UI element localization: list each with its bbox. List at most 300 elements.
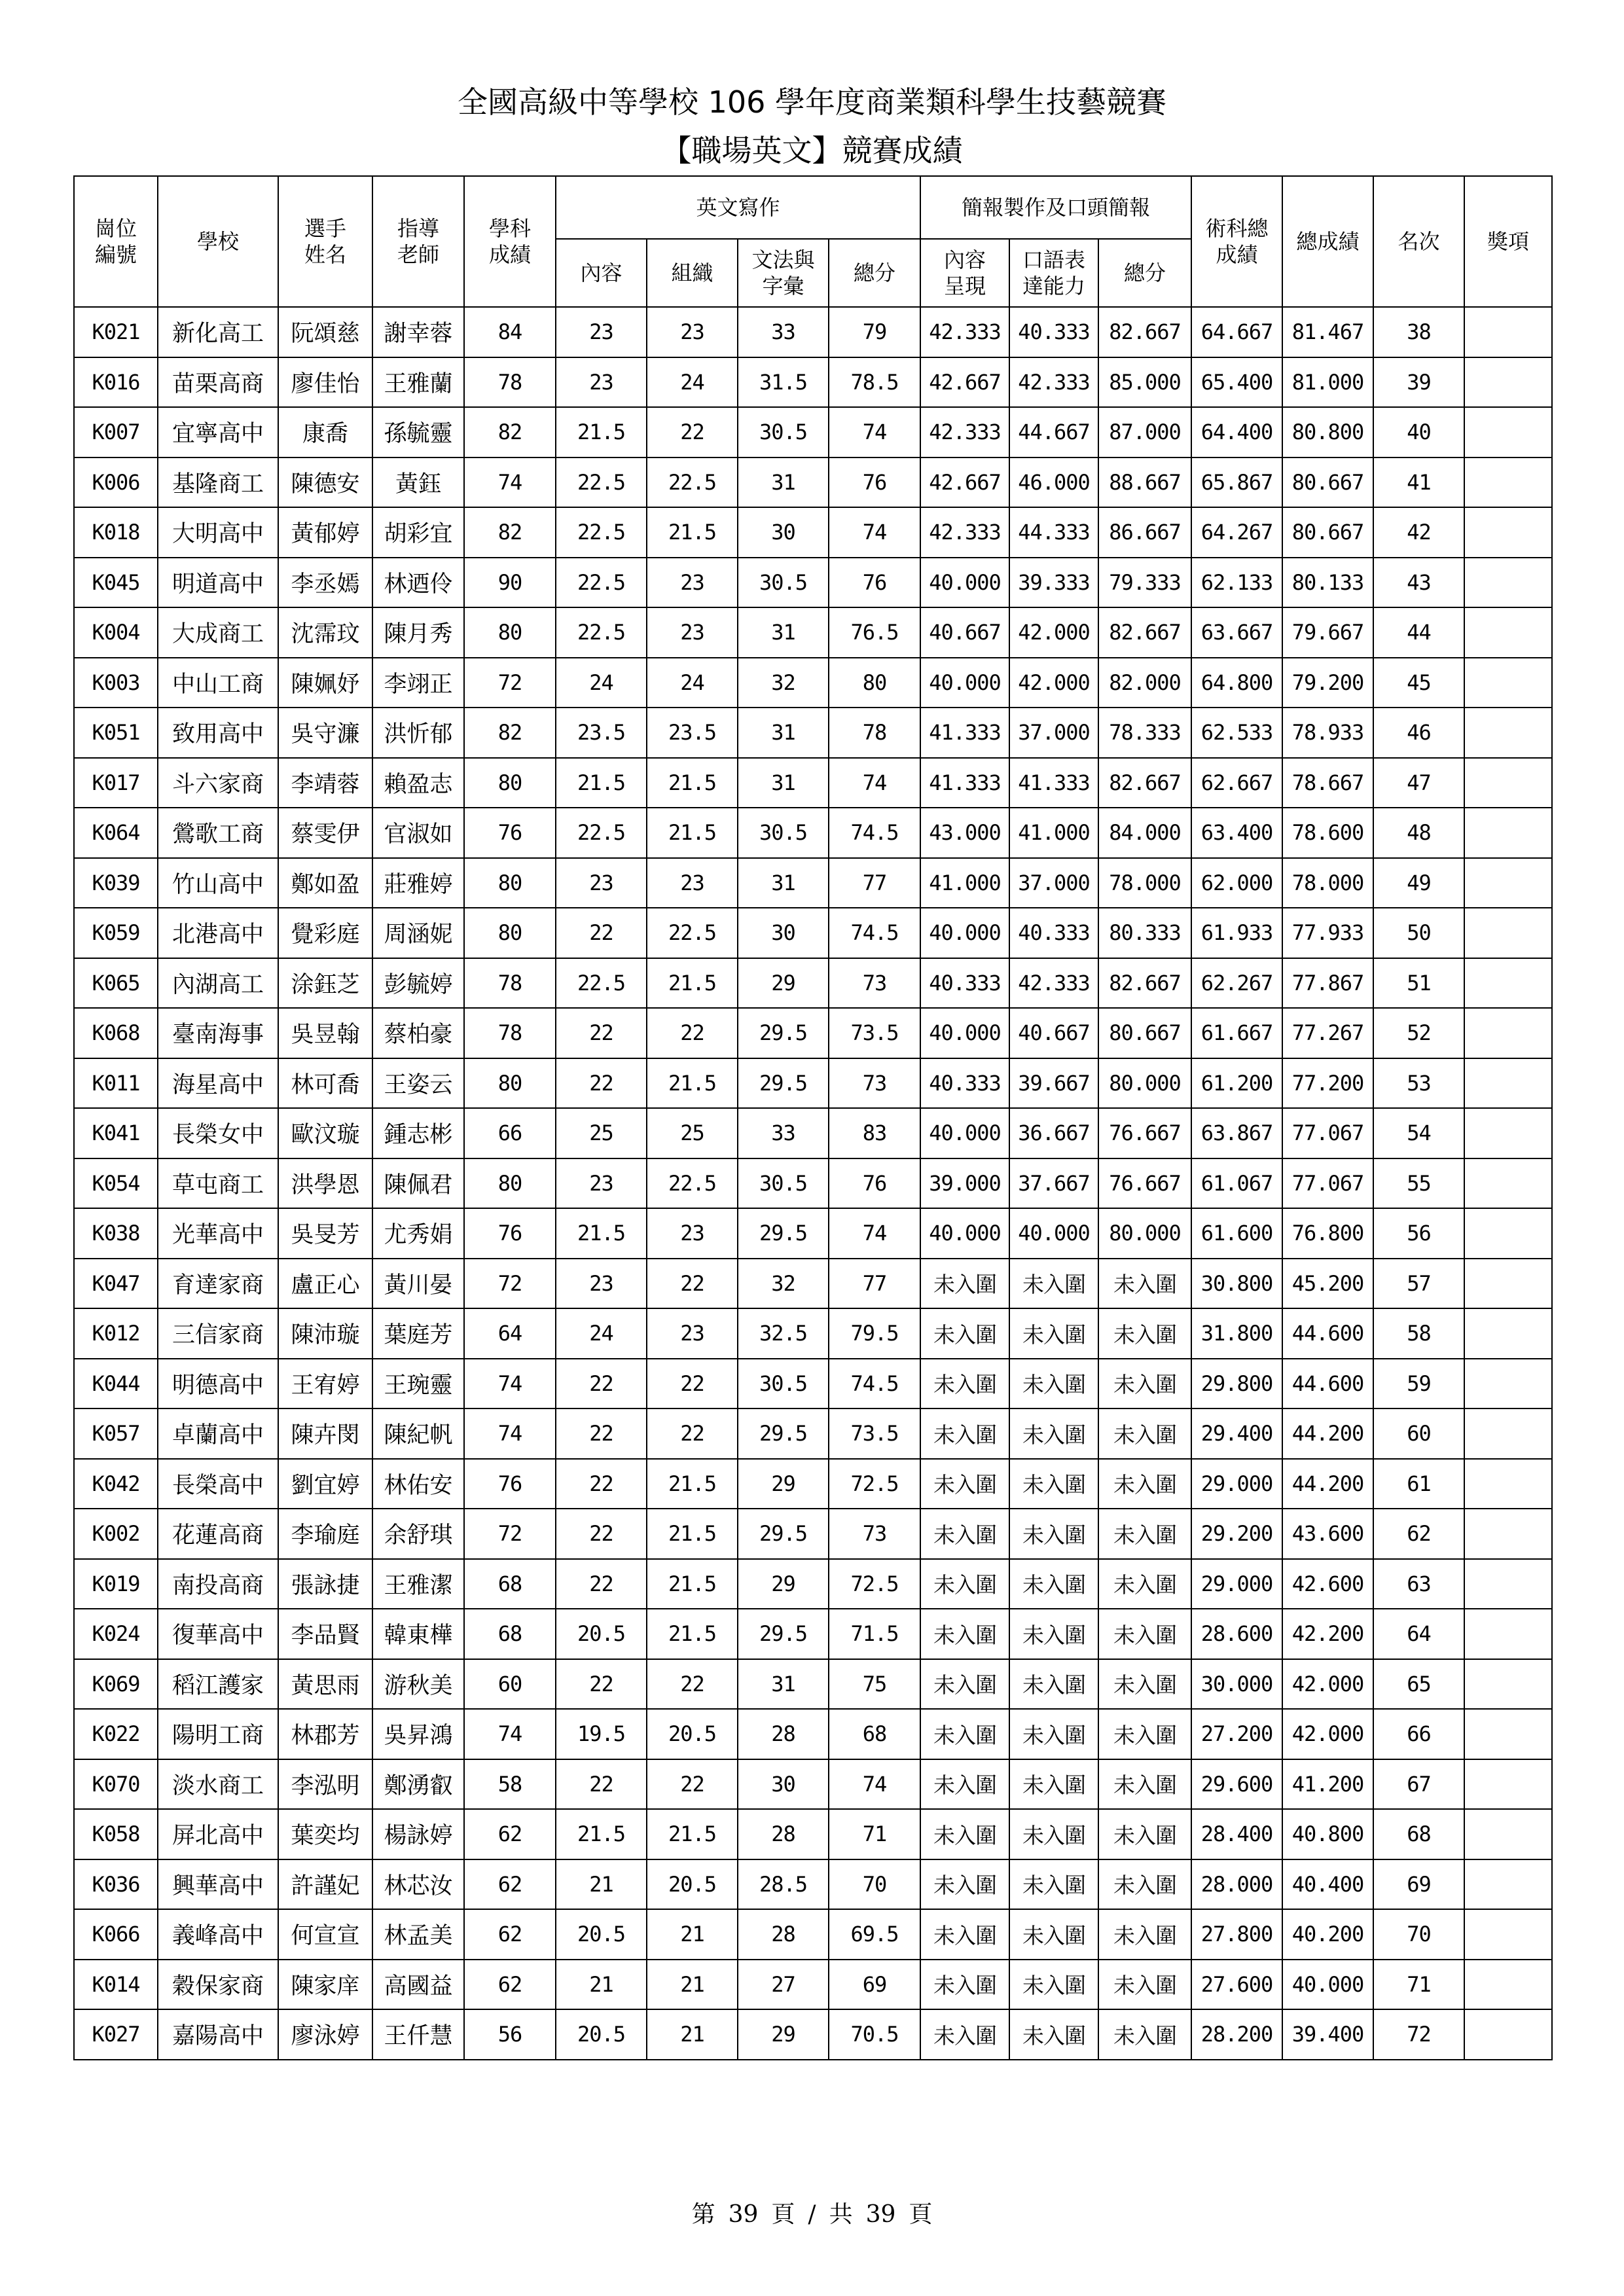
- writing-organization-cell: 20.5: [647, 1859, 738, 1910]
- seat-id-cell: K068: [74, 1008, 158, 1058]
- school-cell: 草屯商工: [158, 1158, 278, 1209]
- presentation-content-cell: 40.000: [920, 908, 1009, 958]
- presentation-content-cell: 40.667: [920, 607, 1009, 658]
- writing-organization-cell: 23: [647, 1208, 738, 1259]
- award-cell: [1464, 858, 1552, 908]
- header-presentation-total: 總分: [1098, 239, 1191, 307]
- presentation-oral-cell: 42.333: [1009, 958, 1098, 1009]
- rank-cell: 59: [1373, 1359, 1464, 1409]
- teacher-cell: 胡彩宜: [372, 507, 464, 558]
- writing-organization-cell: 23: [647, 307, 738, 357]
- presentation-total-cell: 82.667: [1098, 307, 1191, 357]
- presentation-total-cell: 未入圍: [1098, 1709, 1191, 1759]
- school-cell: 花蓮高商: [158, 1509, 278, 1559]
- teacher-cell: 楊詠婷: [372, 1809, 464, 1859]
- presentation-oral-cell: 未入圍: [1009, 1359, 1098, 1409]
- writing-total-cell: 74.5: [829, 908, 920, 958]
- school-cell: 長榮女中: [158, 1108, 278, 1158]
- subject-score-cell: 62: [464, 1859, 556, 1910]
- presentation-content-cell: 40.000: [920, 1108, 1009, 1158]
- writing-grammar-cell: 29.5: [738, 1408, 829, 1459]
- presentation-oral-cell: 42.333: [1009, 357, 1098, 408]
- teacher-cell: 陳佩君: [372, 1158, 464, 1209]
- school-cell: 稻江護家: [158, 1659, 278, 1710]
- subject-score-cell: 62: [464, 1909, 556, 1960]
- award-cell: [1464, 1208, 1552, 1259]
- writing-grammar-cell: 30.5: [738, 1359, 829, 1409]
- seat-id-cell: K002: [74, 1509, 158, 1559]
- presentation-content-cell: 41.333: [920, 758, 1009, 808]
- writing-grammar-cell: 32.5: [738, 1308, 829, 1359]
- subject-score-cell: 80: [464, 1158, 556, 1209]
- rank-cell: 65: [1373, 1659, 1464, 1710]
- seat-id-cell: K027: [74, 2009, 158, 2060]
- table-row: [74, 607, 1552, 658]
- writing-grammar-cell: 30: [738, 507, 829, 558]
- rank-cell: 66: [1373, 1709, 1464, 1759]
- writing-total-cell: 77: [829, 858, 920, 908]
- teacher-cell: 蔡柏豪: [372, 1008, 464, 1058]
- seat-id-cell: K069: [74, 1659, 158, 1710]
- presentation-oral-cell: 46.000: [1009, 457, 1098, 508]
- writing-organization-cell: 22: [647, 1259, 738, 1309]
- award-cell: [1464, 658, 1552, 708]
- writing-organization-cell: 22: [647, 1008, 738, 1058]
- table-row: [74, 457, 1552, 508]
- teacher-cell: 彭毓婷: [372, 958, 464, 1009]
- school-cell: 三信家商: [158, 1308, 278, 1359]
- table-row: [74, 758, 1552, 808]
- writing-total-cell: 83: [829, 1108, 920, 1158]
- school-cell: 光華高中: [158, 1208, 278, 1259]
- writing-content-cell: 23: [556, 858, 647, 908]
- skill-score-cell: 63.667: [1191, 607, 1282, 658]
- header-rank: 名次: [1373, 176, 1464, 307]
- presentation-oral-cell: 未入圍: [1009, 1909, 1098, 1960]
- writing-grammar-cell: 28: [738, 1709, 829, 1759]
- total-score-cell: 41.200: [1282, 1759, 1373, 1810]
- skill-score-cell: 28.000: [1191, 1859, 1282, 1910]
- writing-organization-cell: 22.5: [647, 1158, 738, 1209]
- student-cell: 阮頌慈: [278, 307, 372, 357]
- skill-score-cell: 29.000: [1191, 1459, 1282, 1509]
- writing-grammar-cell: 31: [738, 1659, 829, 1710]
- school-cell: 鶯歌工商: [158, 808, 278, 858]
- presentation-total-cell: 未入圍: [1098, 1960, 1191, 2010]
- writing-organization-cell: 21: [647, 2009, 738, 2060]
- writing-content-cell: 22: [556, 1408, 647, 1459]
- seat-id-cell: K021: [74, 307, 158, 357]
- total-score-cell: 76.800: [1282, 1208, 1373, 1259]
- writing-grammar-cell: 33: [738, 307, 829, 357]
- presentation-content-cell: 40.000: [920, 558, 1009, 608]
- presentation-total-cell: 未入圍: [1098, 1609, 1191, 1659]
- presentation-total-cell: 未入圍: [1098, 1759, 1191, 1810]
- presentation-oral-cell: 未入圍: [1009, 1509, 1098, 1559]
- skill-score-cell: 61.200: [1191, 1058, 1282, 1109]
- total-score-cell: 42.200: [1282, 1609, 1373, 1659]
- subject-score-cell: 82: [464, 708, 556, 758]
- teacher-cell: 賴盈志: [372, 758, 464, 808]
- writing-total-cell: 77: [829, 1259, 920, 1309]
- subject-score-cell: 74: [464, 1408, 556, 1459]
- writing-total-cell: 79: [829, 307, 920, 357]
- subject-score-cell: 80: [464, 758, 556, 808]
- seat-id-cell: K007: [74, 407, 158, 457]
- writing-total-cell: 74: [829, 758, 920, 808]
- teacher-cell: 王雅潔: [372, 1559, 464, 1609]
- writing-content-cell: 21: [556, 1859, 647, 1910]
- presentation-content-cell: 未入圍: [920, 1960, 1009, 2010]
- writing-grammar-cell: 31: [738, 858, 829, 908]
- writing-grammar-cell: 29: [738, 2009, 829, 2060]
- writing-total-cell: 73: [829, 1509, 920, 1559]
- student-cell: 陳沛璇: [278, 1308, 372, 1359]
- student-cell: 張詠捷: [278, 1559, 372, 1609]
- header-seat: 崗位 編號: [74, 176, 158, 307]
- subject-score-cell: 62: [464, 1960, 556, 2010]
- rank-cell: 50: [1373, 908, 1464, 958]
- presentation-oral-cell: 未入圍: [1009, 1559, 1098, 1609]
- presentation-total-cell: 未入圍: [1098, 1259, 1191, 1309]
- presentation-total-cell: 未入圍: [1098, 1359, 1191, 1409]
- rank-cell: 38: [1373, 307, 1464, 357]
- writing-grammar-cell: 29.5: [738, 1509, 829, 1559]
- document-subtitle: 【職場英文】競賽成績: [661, 133, 963, 168]
- rank-cell: 51: [1373, 958, 1464, 1009]
- presentation-total-cell: 未入圍: [1098, 1459, 1191, 1509]
- school-cell: 大成商工: [158, 607, 278, 658]
- teacher-cell: 林孟美: [372, 1909, 464, 1960]
- subject-score-cell: 64: [464, 1308, 556, 1359]
- award-cell: [1464, 1909, 1552, 1960]
- presentation-total-cell: 84.000: [1098, 808, 1191, 858]
- seat-id-cell: K059: [74, 908, 158, 958]
- subject-score-cell: 56: [464, 2009, 556, 2060]
- student-cell: 劉宜婷: [278, 1459, 372, 1509]
- table-row: [74, 1158, 1552, 1209]
- seat-id-cell: K019: [74, 1559, 158, 1609]
- table-row: [74, 1108, 1552, 1158]
- teacher-cell: 王琬靈: [372, 1359, 464, 1409]
- seat-id-cell: K006: [74, 457, 158, 508]
- writing-total-cell: 72.5: [829, 1559, 920, 1609]
- writing-organization-cell: 24: [647, 357, 738, 408]
- seat-id-cell: K039: [74, 858, 158, 908]
- seat-id-cell: K064: [74, 808, 158, 858]
- presentation-content-cell: 42.667: [920, 357, 1009, 408]
- header-award: 獎項: [1464, 176, 1552, 307]
- presentation-total-cell: 85.000: [1098, 357, 1191, 408]
- award-cell: [1464, 407, 1552, 457]
- writing-content-cell: 22: [556, 1008, 647, 1058]
- student-cell: 林郡芳: [278, 1709, 372, 1759]
- rank-cell: 69: [1373, 1859, 1464, 1910]
- writing-organization-cell: 21.5: [647, 1058, 738, 1109]
- table-row: [74, 808, 1552, 858]
- subject-score-cell: 80: [464, 1058, 556, 1109]
- student-cell: 沈霈玟: [278, 607, 372, 658]
- skill-score-cell: 28.200: [1191, 2009, 1282, 2060]
- total-score-cell: 80.800: [1282, 407, 1373, 457]
- student-cell: 黃郁婷: [278, 507, 372, 558]
- skill-score-cell: 62.133: [1191, 558, 1282, 608]
- table-row: [74, 658, 1552, 708]
- presentation-total-cell: 80.000: [1098, 1058, 1191, 1109]
- student-cell: 李丞嫣: [278, 558, 372, 608]
- teacher-cell: 韓東樺: [372, 1609, 464, 1659]
- writing-content-cell: 22: [556, 1459, 647, 1509]
- footer-page-number: 39: [728, 2201, 759, 2228]
- writing-organization-cell: 22.5: [647, 908, 738, 958]
- rank-cell: 52: [1373, 1008, 1464, 1058]
- table-row: [74, 307, 1552, 357]
- skill-score-cell: 65.867: [1191, 457, 1282, 508]
- total-score-cell: 40.400: [1282, 1859, 1373, 1910]
- writing-grammar-cell: 31: [738, 708, 829, 758]
- award-cell: [1464, 908, 1552, 958]
- writing-content-cell: 21.5: [556, 1208, 647, 1259]
- total-score-cell: 78.000: [1282, 858, 1373, 908]
- seat-id-cell: K070: [74, 1759, 158, 1810]
- table-row: [74, 1259, 1552, 1309]
- writing-total-cell: 73: [829, 958, 920, 1009]
- presentation-oral-cell: 37.667: [1009, 1158, 1098, 1209]
- award-cell: [1464, 1259, 1552, 1309]
- writing-content-cell: 22.5: [556, 808, 647, 858]
- skill-score-cell: 29.600: [1191, 1759, 1282, 1810]
- presentation-content-cell: 39.000: [920, 1158, 1009, 1209]
- presentation-total-cell: 未入圍: [1098, 1909, 1191, 1960]
- school-cell: 竹山高中: [158, 858, 278, 908]
- presentation-total-cell: 79.333: [1098, 558, 1191, 608]
- rank-cell: 56: [1373, 1208, 1464, 1259]
- writing-grammar-cell: 30.5: [738, 1158, 829, 1209]
- rank-cell: 67: [1373, 1759, 1464, 1810]
- header-student: 選手 姓名: [278, 176, 372, 307]
- writing-content-cell: 21.5: [556, 758, 647, 808]
- writing-organization-cell: 22: [647, 1759, 738, 1810]
- seat-id-cell: K047: [74, 1259, 158, 1309]
- table-row: [74, 1359, 1552, 1409]
- writing-content-cell: 22.5: [556, 457, 647, 508]
- writing-content-cell: 21: [556, 1960, 647, 2010]
- student-cell: 黃思雨: [278, 1659, 372, 1710]
- presentation-total-cell: 未入圍: [1098, 1809, 1191, 1859]
- table-row: [74, 1058, 1552, 1109]
- presentation-total-cell: 80.000: [1098, 1208, 1191, 1259]
- writing-content-cell: 20.5: [556, 1909, 647, 1960]
- total-score-cell: 79.200: [1282, 658, 1373, 708]
- writing-total-cell: 74: [829, 507, 920, 558]
- school-cell: 臺南海事: [158, 1008, 278, 1058]
- teacher-cell: 吳昇鴻: [372, 1709, 464, 1759]
- student-cell: 陳德安: [278, 457, 372, 508]
- seat-id-cell: K044: [74, 1359, 158, 1409]
- seat-id-cell: K003: [74, 658, 158, 708]
- presentation-content-cell: 40.333: [920, 1058, 1009, 1109]
- writing-grammar-cell: 30.5: [738, 808, 829, 858]
- presentation-content-cell: 未入圍: [920, 1809, 1009, 1859]
- seat-id-cell: K042: [74, 1459, 158, 1509]
- skill-score-cell: 28.600: [1191, 1609, 1282, 1659]
- teacher-cell: 王姿云: [372, 1058, 464, 1109]
- writing-total-cell: 74.5: [829, 808, 920, 858]
- writing-grammar-cell: 28: [738, 1909, 829, 1960]
- presentation-total-cell: 80.667: [1098, 1008, 1191, 1058]
- rank-cell: 45: [1373, 658, 1464, 708]
- writing-organization-cell: 21.5: [647, 958, 738, 1009]
- writing-grammar-cell: 33: [738, 1108, 829, 1158]
- total-score-cell: 79.667: [1282, 607, 1373, 658]
- school-cell: 大明高中: [158, 507, 278, 558]
- skill-score-cell: 65.400: [1191, 357, 1282, 408]
- total-score-cell: 81.000: [1282, 357, 1373, 408]
- rank-cell: 39: [1373, 357, 1464, 408]
- award-cell: [1464, 357, 1552, 408]
- presentation-total-cell: 88.667: [1098, 457, 1191, 508]
- footer-separator: /: [808, 2201, 816, 2228]
- writing-total-cell: 73.5: [829, 1008, 920, 1058]
- presentation-total-cell: 78.333: [1098, 708, 1191, 758]
- writing-organization-cell: 21.5: [647, 1509, 738, 1559]
- table-row: [74, 708, 1552, 758]
- presentation-content-cell: 未入圍: [920, 1759, 1009, 1810]
- skill-score-cell: 61.600: [1191, 1208, 1282, 1259]
- writing-total-cell: 79.5: [829, 1308, 920, 1359]
- seat-id-cell: K024: [74, 1609, 158, 1659]
- total-score-cell: 40.200: [1282, 1909, 1373, 1960]
- school-cell: 中山工商: [158, 658, 278, 708]
- writing-total-cell: 72.5: [829, 1459, 920, 1509]
- school-cell: 致用高中: [158, 708, 278, 758]
- presentation-oral-cell: 未入圍: [1009, 1259, 1098, 1309]
- school-cell: 明道高中: [158, 558, 278, 608]
- writing-total-cell: 68: [829, 1709, 920, 1759]
- skill-score-cell: 61.067: [1191, 1158, 1282, 1209]
- writing-content-cell: 23: [556, 357, 647, 408]
- writing-content-cell: 22: [556, 1509, 647, 1559]
- teacher-cell: 林芯汝: [372, 1859, 464, 1910]
- skill-score-cell: 62.667: [1191, 758, 1282, 808]
- skill-score-cell: 29.400: [1191, 1408, 1282, 1459]
- school-cell: 義峰高中: [158, 1909, 278, 1960]
- table-row: [74, 858, 1552, 908]
- writing-organization-cell: 22: [647, 407, 738, 457]
- table-row: [74, 1509, 1552, 1559]
- subject-score-cell: 60: [464, 1659, 556, 1710]
- total-score-cell: 77.067: [1282, 1158, 1373, 1209]
- presentation-oral-cell: 41.000: [1009, 808, 1098, 858]
- presentation-content-cell: 40.333: [920, 958, 1009, 1009]
- writing-grammar-cell: 29: [738, 1459, 829, 1509]
- school-cell: 新化高工: [158, 307, 278, 357]
- writing-total-cell: 76: [829, 1158, 920, 1209]
- total-score-cell: 80.667: [1282, 457, 1373, 508]
- seat-id-cell: K012: [74, 1308, 158, 1359]
- presentation-total-cell: 未入圍: [1098, 1559, 1191, 1609]
- rank-cell: 54: [1373, 1108, 1464, 1158]
- total-score-cell: 44.600: [1282, 1308, 1373, 1359]
- header-subject: 學科 成績: [464, 176, 556, 307]
- presentation-total-cell: 未入圍: [1098, 1308, 1191, 1359]
- teacher-cell: 黃鈺: [372, 457, 464, 508]
- writing-content-cell: 21.5: [556, 407, 647, 457]
- total-score-cell: 44.200: [1282, 1459, 1373, 1509]
- presentation-total-cell: 76.667: [1098, 1108, 1191, 1158]
- rank-cell: 63: [1373, 1559, 1464, 1609]
- header-writing-total: 總分: [829, 239, 920, 307]
- rank-cell: 71: [1373, 1960, 1464, 2010]
- rank-cell: 68: [1373, 1809, 1464, 1859]
- writing-organization-cell: 21.5: [647, 808, 738, 858]
- presentation-content-cell: 41.000: [920, 858, 1009, 908]
- skill-score-cell: 63.867: [1191, 1108, 1282, 1158]
- award-cell: [1464, 1759, 1552, 1810]
- total-score-cell: 81.467: [1282, 307, 1373, 357]
- writing-total-cell: 78: [829, 708, 920, 758]
- student-cell: 涂鈺芝: [278, 958, 372, 1009]
- school-cell: 海星高中: [158, 1058, 278, 1109]
- subject-score-cell: 80: [464, 908, 556, 958]
- school-cell: 長榮高中: [158, 1459, 278, 1509]
- writing-total-cell: 70: [829, 1859, 920, 1910]
- student-cell: 康喬: [278, 407, 372, 457]
- presentation-oral-cell: 未入圍: [1009, 1809, 1098, 1859]
- score-table: [73, 175, 1553, 2060]
- writing-total-cell: 73.5: [829, 1408, 920, 1459]
- subject-score-cell: 74: [464, 457, 556, 508]
- writing-total-cell: 73: [829, 1058, 920, 1109]
- seat-id-cell: K022: [74, 1709, 158, 1759]
- award-cell: [1464, 1308, 1552, 1359]
- writing-grammar-cell: 28.5: [738, 1859, 829, 1910]
- student-cell: 蔡雯伊: [278, 808, 372, 858]
- header-presentation: 簡報製作及口頭簡報: [920, 176, 1191, 239]
- page-footer: [0, 2196, 1624, 2229]
- presentation-total-cell: 82.000: [1098, 658, 1191, 708]
- writing-grammar-cell: 29.5: [738, 1208, 829, 1259]
- rank-cell: 55: [1373, 1158, 1464, 1209]
- school-cell: 陽明工商: [158, 1709, 278, 1759]
- writing-organization-cell: 25: [647, 1108, 738, 1158]
- presentation-oral-cell: 40.333: [1009, 908, 1098, 958]
- header-presentation-oral: 口語表 達能力: [1009, 239, 1098, 307]
- award-cell: [1464, 607, 1552, 658]
- total-score-cell: 78.667: [1282, 758, 1373, 808]
- presentation-oral-cell: 39.667: [1009, 1058, 1098, 1109]
- skill-score-cell: 64.400: [1191, 407, 1282, 457]
- presentation-content-cell: 42.333: [920, 307, 1009, 357]
- writing-organization-cell: 21.5: [647, 1809, 738, 1859]
- table-row: [74, 357, 1552, 408]
- writing-grammar-cell: 30: [738, 1759, 829, 1810]
- student-cell: 許謹妃: [278, 1859, 372, 1910]
- award-cell: [1464, 1609, 1552, 1659]
- seat-id-cell: K016: [74, 357, 158, 408]
- award-cell: [1464, 958, 1552, 1009]
- rank-cell: 42: [1373, 507, 1464, 558]
- presentation-oral-cell: 未入圍: [1009, 1709, 1098, 1759]
- writing-content-cell: 23: [556, 1259, 647, 1309]
- seat-id-cell: K058: [74, 1809, 158, 1859]
- subject-score-cell: 78: [464, 357, 556, 408]
- skill-score-cell: 62.000: [1191, 858, 1282, 908]
- writing-organization-cell: 23: [647, 558, 738, 608]
- rank-cell: 72: [1373, 2009, 1464, 2060]
- presentation-total-cell: 87.000: [1098, 407, 1191, 457]
- presentation-oral-cell: 36.667: [1009, 1108, 1098, 1158]
